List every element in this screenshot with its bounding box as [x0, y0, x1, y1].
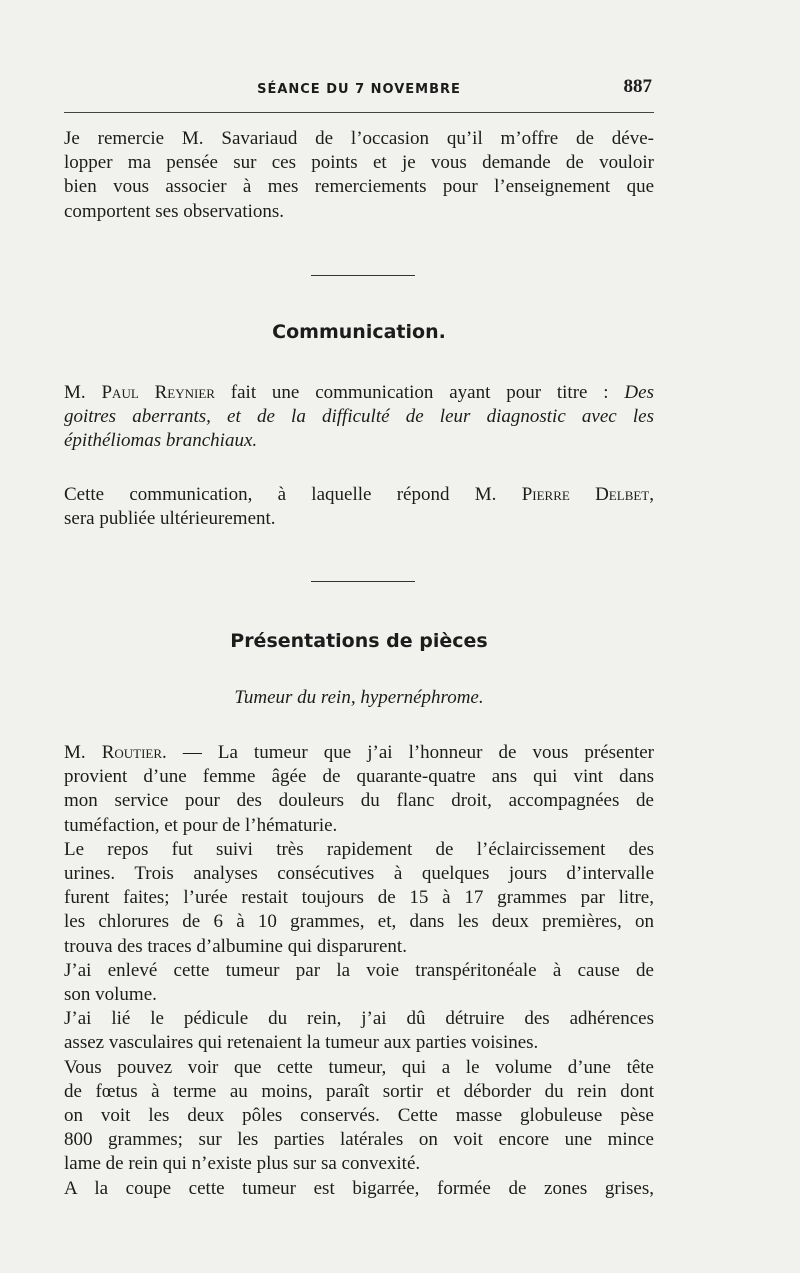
presentation-subtitle: Tumeur du rein, hypernéphrome.	[234, 687, 484, 708]
body-line: J’ai lié le pédicule du rein, j’ai dû détruire des adhérences	[64, 1008, 654, 1030]
body-line: J’ai enlevé cette tumeur par la voie transpéritonéale à cause de	[64, 959, 654, 981]
intro-line: lopper ma pensée sur ces points et je vous demande de vouloir	[64, 152, 654, 174]
speaker-prefix: M.	[64, 382, 102, 403]
body-line: les chlorures de 6 à 10 grammes, et, dans les deux premières, on	[64, 911, 654, 933]
body-line: 800 grammes; sur les parties latérales on voit encore une mince	[64, 1129, 654, 1151]
body-line: tuméfaction, et pour de l’hématurie.	[64, 814, 338, 836]
body-line: on voit les deux pôles conservés. Cette masse globuleuse pèse	[64, 1105, 654, 1127]
body-line: urines. Trois analyses consécutives à quelques jours d’intervalle	[64, 863, 654, 885]
body-line: Vous pouvez voir que cette tumeur, qui a le volume d’une tête	[64, 1056, 654, 1078]
presentations-heading: Présentations de pièces	[230, 630, 488, 652]
body-line: A la coupe cette tumeur est bigarrée, formée de zones grises,	[64, 1177, 654, 1199]
body-text: . — La tumeur que j’ai l’honneur de vous présenter	[162, 742, 654, 763]
intro-line: comportent ses observations.	[64, 200, 285, 222]
communication-heading: Communication.	[272, 321, 446, 343]
response-text: Cette communication, à laquelle répond M.	[64, 484, 522, 505]
communication-text: fait une communication ayant pour titre :	[214, 382, 625, 403]
section-separator	[311, 581, 415, 582]
header-rule	[64, 112, 654, 113]
running-head	[64, 76, 654, 102]
body-line: Le repos fut suivi très rapidement de l’éclaircissement des	[64, 838, 654, 860]
intro-line: Je remercie M. Savariaud de l’occasion qu’il m’offre de déve-	[64, 128, 654, 149]
response-name: Pierre Delbet	[521, 484, 650, 505]
communication-line	[64, 381, 654, 405]
running-title: SÉANCE DU 7 NOVEMBRE	[257, 82, 461, 97]
body-line: mon service pour des douleurs du flanc droit, accompagnées de	[64, 790, 654, 812]
communication-title-line: épithéliomas branchiaux.	[64, 430, 258, 452]
speaker-prefix: M.	[64, 742, 102, 763]
response-paragraph	[64, 483, 654, 531]
page-number: 887	[623, 76, 652, 97]
body-line: lame de rein qui n’existe plus sur sa convexité.	[64, 1153, 421, 1175]
body-line: son volume.	[64, 984, 157, 1006]
speaker-name: Routier	[101, 742, 163, 763]
speaker-name: Paul Reynier	[101, 382, 215, 403]
presentation-body	[64, 741, 654, 1201]
body-line: trouva des traces d’albumine qui disparurent.	[64, 935, 407, 957]
body-line: furent faites; l’urée restait toujours de 15 à 17 grammes par litre,	[64, 887, 654, 909]
communication-title-start: Des	[624, 382, 654, 403]
response-line	[64, 483, 654, 507]
response-line: sera publiée ultérieurement.	[64, 508, 276, 530]
communication-paragraph	[64, 381, 654, 454]
body-line: provient d’une femme âgée de quarante-quatre ans qui vint dans	[64, 766, 654, 788]
intro-paragraph	[64, 127, 654, 224]
response-comma: ,	[649, 484, 654, 505]
body-line: assez vasculaires qui retenaient la tumeur aux parties voisines.	[64, 1032, 539, 1054]
section-separator	[311, 275, 415, 276]
body-line: de fœtus à terme au moins, paraît sortir et déborder du rein dont	[64, 1080, 654, 1102]
intro-line: bien vous associer à mes remerciements pour l’enseignement que	[64, 176, 654, 198]
communication-title-line: goitres aberrants, et de la difficulté de leur diagnostic avec les	[64, 406, 654, 428]
body-line	[64, 741, 654, 765]
